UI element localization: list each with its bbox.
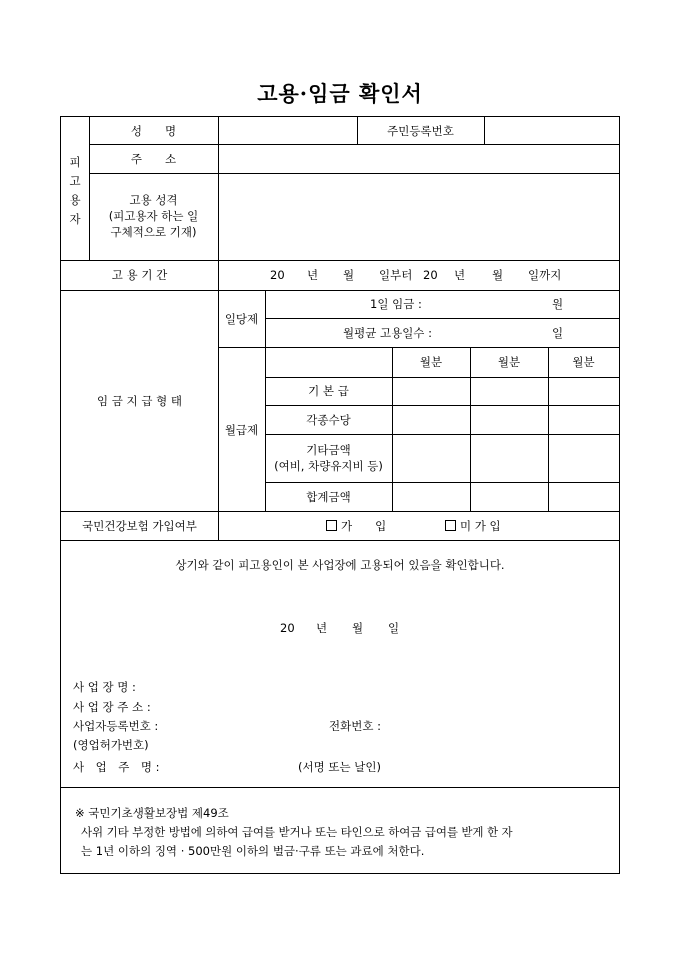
row-divider — [218, 347, 619, 348]
notice-line: 는 1년 이하의 징역 · 500만원 이하의 벌금·구류 또는 과료에 처한다. — [81, 844, 425, 858]
other-amount-label — [265, 442, 392, 474]
period-month-unit-1: 월 — [343, 268, 355, 282]
row-divider — [89, 173, 619, 174]
month-column-header: 월분 — [419, 355, 443, 369]
business-address-label: 사 업 장 주 소 : — [73, 700, 151, 714]
col-divider — [470, 347, 471, 511]
period-month-unit-2: 월 — [492, 268, 504, 282]
total-label: 합계금액 — [306, 490, 351, 504]
period-year-1: 20 — [270, 268, 285, 282]
monthly-label: 월급제 — [224, 423, 259, 437]
permit-label: (영업허가번호) — [73, 738, 149, 752]
period-year-unit-2: 년 — [454, 268, 466, 282]
row-divider — [89, 144, 619, 145]
employment-wage-form — [60, 116, 620, 874]
phone-label: 전화번호 : — [329, 719, 381, 733]
col-divider — [484, 117, 485, 144]
confirm-year: 20 — [280, 621, 295, 635]
col-divider — [218, 117, 219, 540]
job-label-line: 고용 성격 — [129, 193, 178, 207]
group-char: 피 — [69, 155, 81, 169]
confirm-statement: 상기와 같이 피고용인이 본 사업장에 고용되어 있음을 확인합니다. — [175, 558, 505, 572]
month-column-header: 월분 — [572, 355, 595, 369]
group-char: 용 — [69, 193, 81, 207]
group-char: 고 — [69, 174, 81, 188]
other-amount-line: 기타금액 — [306, 443, 351, 457]
insurance-yes-text: 가 입 — [341, 519, 387, 533]
insurance-option-no[interactable] — [445, 519, 501, 533]
name-label: 성 명 — [130, 124, 177, 138]
notice-line: 사위 기타 부정한 방법에 의하여 급여를 받거나 또는 타인으로 하여금 급여를 받게 한 자 — [81, 825, 513, 839]
col-divider — [392, 347, 393, 511]
business-name-label: 사 업 장 명 : — [73, 680, 136, 694]
month-column-header: 월분 — [497, 355, 521, 369]
checkbox-icon[interactable] — [326, 520, 337, 531]
period-until: 일까지 — [528, 268, 562, 282]
daily-label: 일당제 — [224, 312, 259, 326]
row-divider — [61, 290, 619, 291]
checkbox-icon[interactable] — [445, 520, 456, 531]
col-divider — [265, 290, 266, 511]
basic-pay-label: 기 본 급 — [308, 384, 349, 398]
employee-group-label — [61, 153, 89, 229]
owner-name-label: 사 업 주 명 : — [73, 760, 160, 774]
period-from: 일부터 — [379, 268, 413, 282]
insurance-option-yes[interactable] — [326, 519, 386, 533]
confirm-month-unit: 월 — [352, 621, 364, 635]
row-divider — [61, 540, 619, 541]
signature-label: (서명 또는 날인) — [298, 760, 381, 774]
row-divider — [265, 482, 619, 483]
allowances-label: 각종수당 — [306, 413, 351, 427]
period-year-2: 20 — [423, 268, 438, 282]
row-divider — [265, 405, 619, 406]
rrn-label: 주민등록번호 — [387, 124, 454, 138]
confirm-year-unit: 년 — [316, 621, 328, 635]
address-label: 주 소 — [130, 152, 177, 166]
row-divider — [265, 434, 619, 435]
day-unit: 일 — [552, 326, 564, 340]
job-label-line: 구체적으로 기재) — [110, 225, 197, 239]
job-label — [89, 192, 218, 240]
document-title: 고용·임금 확인서 — [257, 81, 423, 106]
job-label-line: (피고용자 하는 일 — [108, 209, 199, 223]
other-amount-line: (여비, 차량유지비 등) — [274, 459, 383, 473]
insurance-no-text: 미 가 입 — [460, 519, 501, 533]
won-unit: 원 — [552, 297, 564, 311]
row-divider — [265, 318, 619, 319]
business-reg-label: 사업자등록번호 : — [73, 719, 159, 733]
daily-wage-label: 1일 임금 : — [370, 297, 422, 311]
period-label: 고 용 기 간 — [111, 268, 168, 282]
period-year-unit-1: 년 — [307, 268, 319, 282]
row-divider — [61, 787, 619, 788]
group-char: 자 — [69, 212, 81, 226]
confirm-day-unit: 일 — [388, 621, 400, 635]
row-divider — [61, 260, 619, 261]
notice-title: ※ 국민기초생활보장법 제49조 — [75, 806, 229, 820]
avg-days-label: 월평균 고용일수 : — [343, 326, 432, 340]
row-divider — [265, 377, 619, 378]
col-divider — [548, 347, 549, 511]
insurance-label: 국민건강보험 가입여부 — [82, 519, 197, 533]
wage-label: 임 금 지 급 형 태 — [97, 394, 182, 408]
row-divider — [61, 511, 619, 512]
